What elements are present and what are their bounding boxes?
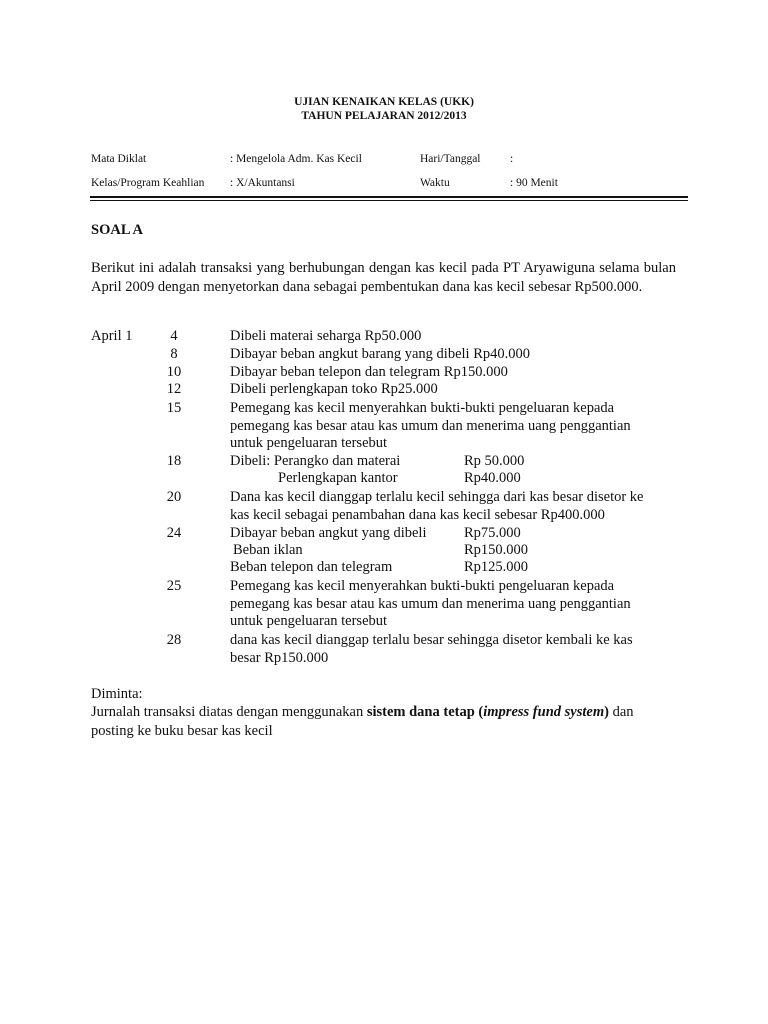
transaction-desc: Pemegang kas kecil menyerahkan bukti-bukti pengeluaran kepada pemegang kas besar atau kas umum dan menerima uang penggantian untuk pengeluaran tersebut xyxy=(230,400,631,451)
intro-paragraph: Berikut ini adalah transaksi yang berhubungan dengan kas kecil pada PT Aryawiguna selama bulan April 2009 dengan menyetorkan dana sebagai pembentukan dana kas kecil sebesar Rp500.000. xyxy=(91,260,676,295)
mata-diklat-value: : Mengelola Adm. Kas Kecil xyxy=(230,153,362,165)
transaction-day: 10 xyxy=(166,364,182,380)
transaction-amount: Rp 50.000 xyxy=(464,453,525,469)
transaction-day: 15 xyxy=(166,400,182,416)
kelas-value: : X/Akuntansi xyxy=(230,177,295,189)
transaction-sub-desc: Perlengkapan kantor xyxy=(278,470,398,486)
transaction-day: 18 xyxy=(166,453,182,469)
transaction-day: 25 xyxy=(166,578,182,594)
transaction-desc: Dibeli materai seharga Rp50.000 xyxy=(230,328,422,344)
transaction-day: 20 xyxy=(166,489,182,505)
mata-diklat-label: Mata Diklat xyxy=(91,153,147,165)
kelas-label: Kelas/Program Keahlian xyxy=(91,177,205,189)
transaction-day: 4 xyxy=(170,328,178,344)
transaction-day: 24 xyxy=(166,525,182,541)
waktu-value: : 90 Menit xyxy=(510,177,558,189)
transaction-desc: Dibayar beban telepon dan telegram Rp150.000 xyxy=(230,364,508,380)
transaction-amount: Rp75.000 xyxy=(464,525,521,541)
transaction-desc: Dana kas kecil dianggap terlalu kecil sehingga dari kas besar disetor ke kas kecil sebagai penambahan dana kas kecil sebesar Rp400.000 xyxy=(230,489,644,523)
transaction-day: 8 xyxy=(170,346,178,362)
instructions-bold: sistem dana tetap xyxy=(366,704,475,720)
instructions-label: Diminta: xyxy=(91,686,143,702)
transaction-sub-amount: Rp150.000 xyxy=(464,542,529,558)
academic-year: TAHUN PELAJARAN 2012/2013 xyxy=(301,110,467,122)
transaction-desc: Dibayar beban angkut barang yang dibeli Rp40.000 xyxy=(230,346,530,362)
hari-tanggal-label: Hari/Tanggal xyxy=(420,153,481,165)
transaction-sub-amount: Rp40.000 xyxy=(464,470,521,486)
header-rule-thin xyxy=(90,200,688,201)
transaction-desc: Dibayar beban angkut yang dibeli xyxy=(230,525,427,541)
transaction-desc: Dibeli perlengkapan toko Rp25.000 xyxy=(230,381,438,397)
waktu-label: Waktu xyxy=(420,177,450,189)
section-heading: SOAL A xyxy=(91,222,143,238)
transaction-desc: Pemegang kas kecil menyerahkan bukti-bukti pengeluaran kepada pemegang kas besar atau kas umum dan menerima uang penggantian untuk pengeluaran tersebut xyxy=(230,578,631,629)
transaction-sub-desc: Beban iklan xyxy=(233,542,303,558)
hari-tanggal-value: : xyxy=(510,153,514,165)
header-rule-thick xyxy=(90,196,688,198)
transaction-sub-desc: Beban telepon dan telegram xyxy=(230,559,393,575)
transaction-day: 28 xyxy=(166,632,182,648)
transaction-desc: dana kas kecil dianggap terlalu besar sehingga disetor kembali ke kas besar Rp150.000 xyxy=(230,632,633,666)
transaction-day: 12 xyxy=(166,381,182,397)
transaction-sub-amount: Rp125.000 xyxy=(464,559,529,575)
month-label: April 1 xyxy=(91,328,133,344)
instructions-italic: impress fund system xyxy=(483,704,605,720)
transaction-desc: Dibeli: Perangko dan materai xyxy=(230,453,401,469)
exam-title: UJIAN KENAIKAN KELAS (UKK) xyxy=(294,96,474,108)
instructions-text: Jurnalah transaksi diatas dengan menggunakan sistem dana tetap (impress fund system) dan posting ke buku besar kas kecil xyxy=(91,704,634,739)
